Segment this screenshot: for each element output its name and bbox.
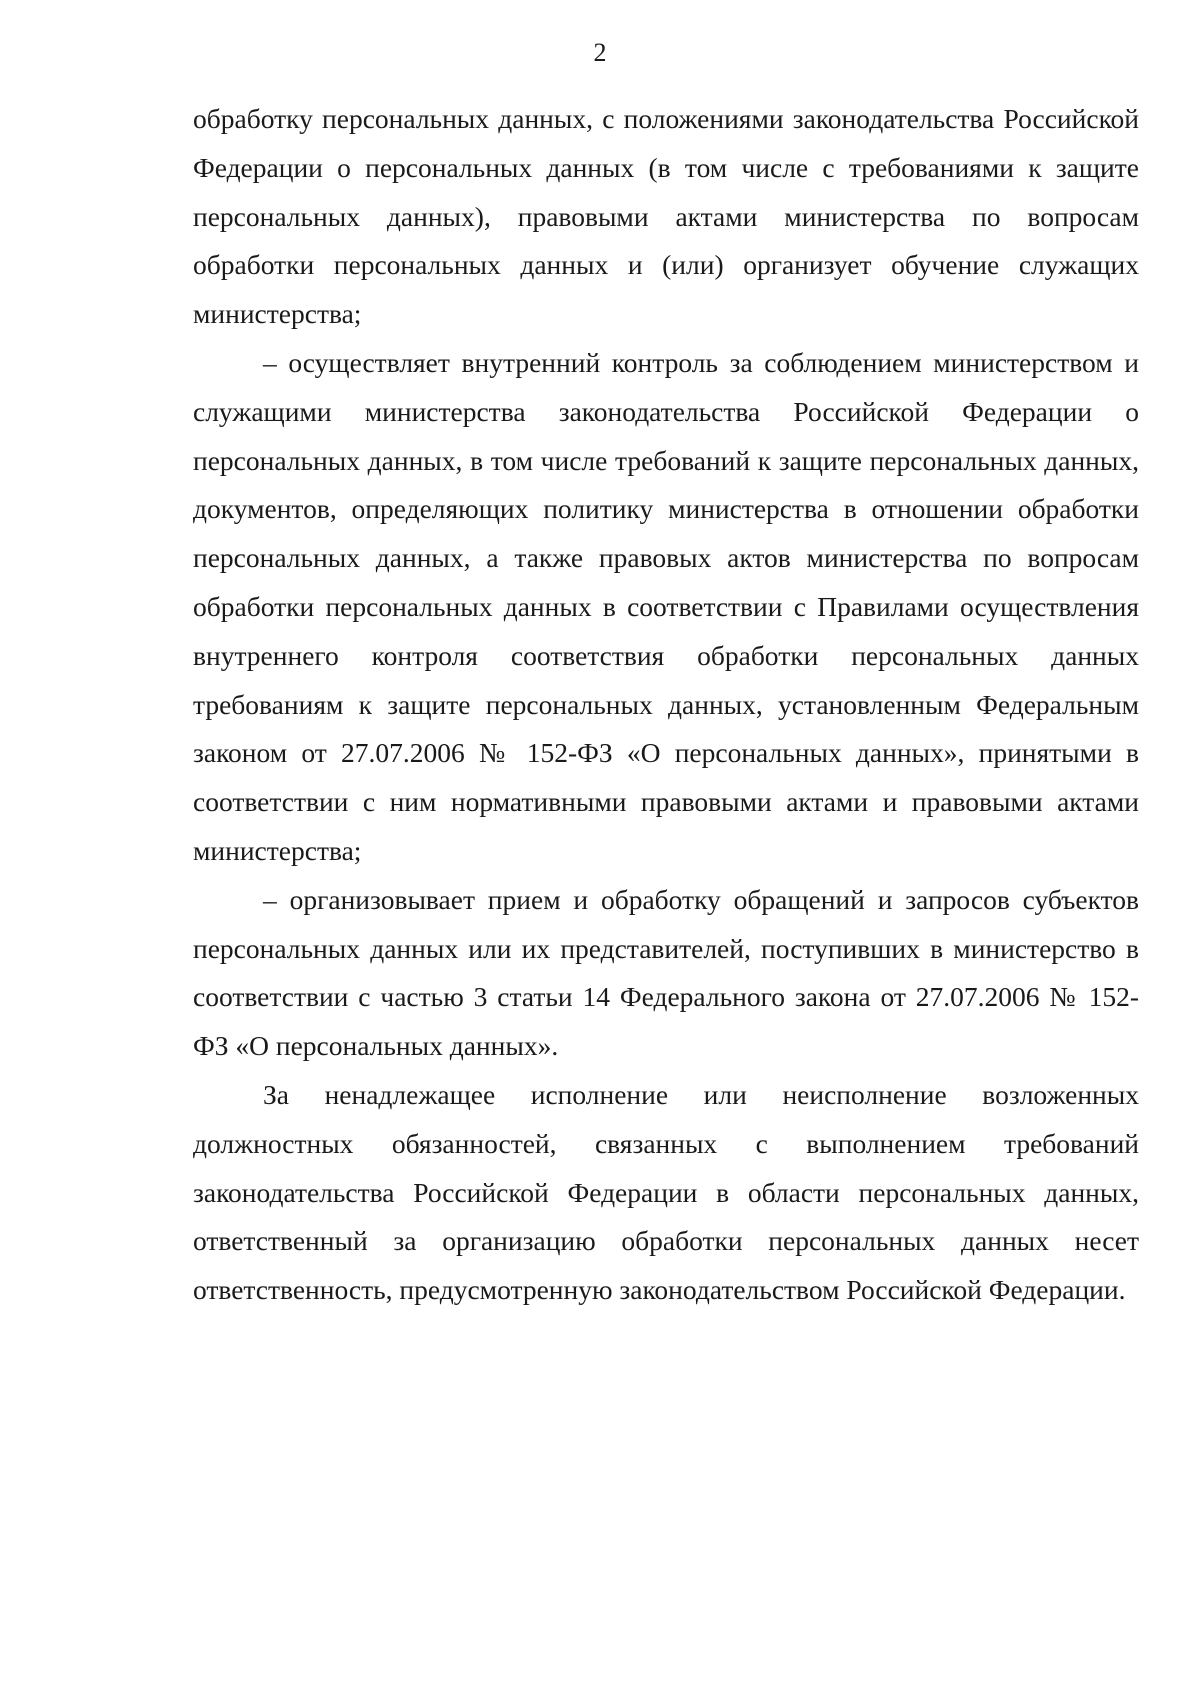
page-number: 2 [593, 38, 607, 67]
paragraph-1: обработку персональных данных, с положениями законодательства Российской Федерации о персональных данных (в том числе с требованиями к защите персональных данных), правовыми актами министерства по вопросам обработки персональных данных и (или) организует обучение служащих министерства; [193, 103, 1139, 330]
paragraph-3: – организовывает прием и обработку обращений и запросов субъектов персональных данных или их представителей, поступивших в министерство в соответствии с частью 3 статьи 14 Федерального закона от 27.07.2006 № 152- ФЗ «О персональных данных». [193, 883, 1139, 1062]
paragraph-4: За ненадлежащее исполнение или неисполнение возложенных должностных обязанностей, связанных с выполнением требований законодательства Российской Федерации в области персональных данных, ответственный за организацию обработки персональных данных несет ответственность, предусмотренную законодательством Российской Федерации. [193, 1078, 1139, 1306]
document-body [193, 95, 1139, 1315]
paragraph-2: – осуществляет внутренний контроль за соблюдением министерством и служащими министерства законодательства Российской Федерации о персональных данных, в том числе требований к защите персональных данных, документов, определяющих политику министерства в отношении обработки персональных данных, а также правовых актов министерства по вопросам обработки персональных данных в соответствии с Правилами осуществления внутреннего контроля соответствия обработки персональных данных требованиям к защите персональных данных, установленным Федеральным законом от 27.07.2006 № 152-ФЗ «О персональных данных», принятыми в соответствии с ним нормативными правовыми актами и правовыми актами министерства; [193, 346, 1139, 866]
